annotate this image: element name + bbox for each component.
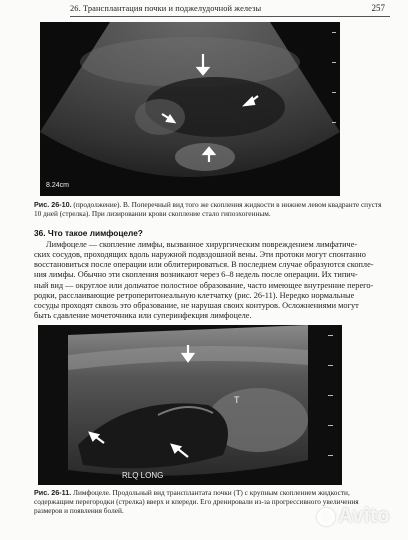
section-question: 36. Что такое лимфоцеле? bbox=[34, 228, 143, 238]
depth-readout: 8.24cm bbox=[46, 182, 69, 189]
figure-caption-text: (продолжение). В. Поперечный вид того же скопления жидкости в нижнем левом квадранте спустя 10 дней (стрелка). При лизировании крови скопление стало гипоэхогенным. bbox=[34, 200, 382, 218]
figure-id: Рис. 26-11. bbox=[34, 488, 72, 497]
text-line: ный вид — округлое или дольчатое полостное образование, часто имеющее внутренние перего- bbox=[34, 280, 374, 290]
figure-caption-text: Лимфоцеле. Продольный вид трансплантата почки (T) с крупным скоплением жидкости, содержащим перегородки (стрелка) вверх и кпереди. Его дренировали из-за прогрессивного увеличения размеров и появления болей. bbox=[34, 488, 359, 515]
body-paragraph bbox=[34, 240, 386, 321]
probe-label: RLQ LONG bbox=[122, 471, 164, 480]
running-header bbox=[70, 2, 390, 17]
figure-caption-1 bbox=[34, 200, 384, 218]
label-t: T bbox=[234, 395, 240, 405]
text-line: сосуды проходят сквозь это образование, не нарушая своих контуров. Осложнениями могут bbox=[34, 300, 359, 310]
page-number: 257 bbox=[371, 3, 385, 13]
avito-logo-icon bbox=[317, 508, 335, 526]
text-line: восстановиться после операции или облитерироваться. В последнем случае образуются скопле- bbox=[34, 260, 374, 270]
text-line: ских сосудов, проходящих вдоль наружной подвздошной вены. Эти протоки могут спонтанно bbox=[34, 250, 366, 260]
text-line: родки, расслаивающие ретроперитонеальную клетчатку (рис. 26-11). Нередко нормальные bbox=[34, 290, 355, 300]
text-line: ния лимфы. Обычно эти скопления возникают через 6–8 недель после операции. Их типич- bbox=[34, 270, 358, 280]
text-line: быть сдавление мочеточника или суперинфекция лимфоцеле. bbox=[34, 311, 252, 321]
watermark-text: Avito bbox=[338, 505, 390, 527]
chapter-title: 26. Трансплантация почки и поджелудочной железы bbox=[70, 4, 262, 13]
avito-watermark bbox=[317, 505, 390, 528]
ultrasound-image-1 bbox=[40, 22, 340, 196]
ultrasound-image-2 bbox=[38, 325, 342, 485]
figure-id: Рис. 26-10. bbox=[34, 200, 72, 209]
text-line: Лимфоцеле — скопление лимфы, вызванное хирургическим повреждением лимфатиче- bbox=[46, 240, 358, 249]
